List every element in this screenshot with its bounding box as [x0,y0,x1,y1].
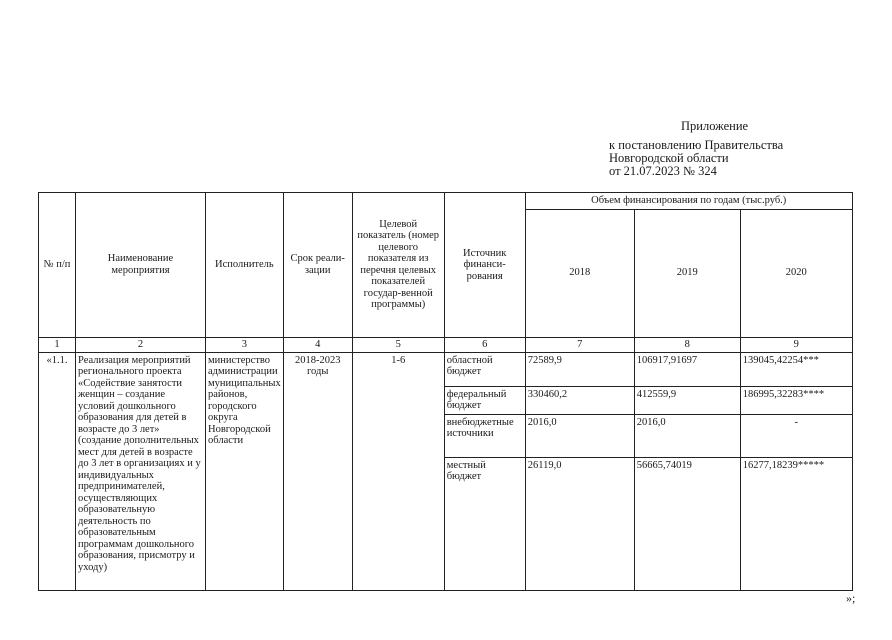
value-2019: 2016,0 [634,414,740,457]
col-index: 9 [740,337,852,352]
header-executor: Исполнитель [206,193,284,338]
value-2020: 139045,42254*** [740,352,852,386]
header-name: Наименование мероприятия [76,193,206,338]
appendix-line-3: от 21.07.2023 № 324 [609,164,717,178]
row-name: Реализация мероприятий регионального проекта «Содействие занятости женщин – создание условий дошкольного образования для детей в возрасте до 3 лет» (создание дополнительных мест для детей в возрасте до 3 лет в организациях и у индивидуальных предпринимателей, осуществляющих образовательную деятельность по образовательным программам дошкольного образования, присмотру и уходу) [76,352,206,590]
closing-quote: »; [846,591,856,605]
row-period: 2018-2023 годы [283,352,352,590]
header-period: Срок реали-зации [283,193,352,338]
funding-table [38,192,853,591]
row-num: «1.1. [39,352,76,590]
appendix-line-1: к постановлению Правительства [609,138,784,152]
header-funding: Объем финансирования по годам (тыс.руб.) [525,193,852,210]
column-index-row [39,337,853,352]
col-index: 6 [444,337,525,352]
col-index: 4 [283,337,352,352]
header-year-2018: 2018 [525,209,634,337]
table-row [39,352,853,386]
col-index: 1 [39,337,76,352]
row-executor: министерство администрации муниципальных районов, городского округа Новгородской области [206,352,284,590]
header-year-2020: 2020 [740,209,852,337]
source-name: внебюджетные источники [444,414,525,457]
header-num: № п/п [39,193,76,338]
value-2018: 72589,9 [525,352,634,386]
source-name: областной бюджет [444,352,525,386]
appendix-header [609,120,879,178]
col-index: 3 [206,337,284,352]
col-index: 7 [525,337,634,352]
source-name: федеральный бюджет [444,386,525,414]
value-2018: 2016,0 [525,414,634,457]
value-2018: 26119,0 [525,457,634,590]
value-2018: 330460,2 [525,386,634,414]
col-index: 5 [352,337,444,352]
value-2019: 56665,74019 [634,457,740,590]
row-target: 1-6 [352,352,444,590]
value-2019: 412559,9 [634,386,740,414]
col-index: 2 [76,337,206,352]
header-source: Источник финанси-рования [444,193,525,338]
header-target: Целевой показатель (номер целевого показателя из перечня целевых показателей государ-венной программы) [352,193,444,338]
value-2020: - [740,414,852,457]
value-2020: 16277,18239***** [740,457,852,590]
value-2019: 106917,91697 [634,352,740,386]
source-name: местный бюджет [444,457,525,590]
col-index: 8 [634,337,740,352]
appendix-title: Приложение [681,119,749,133]
header-year-2019: 2019 [634,209,740,337]
appendix-line-2: Новгородской области [609,151,729,165]
value-2020: 186995,32283**** [740,386,852,414]
